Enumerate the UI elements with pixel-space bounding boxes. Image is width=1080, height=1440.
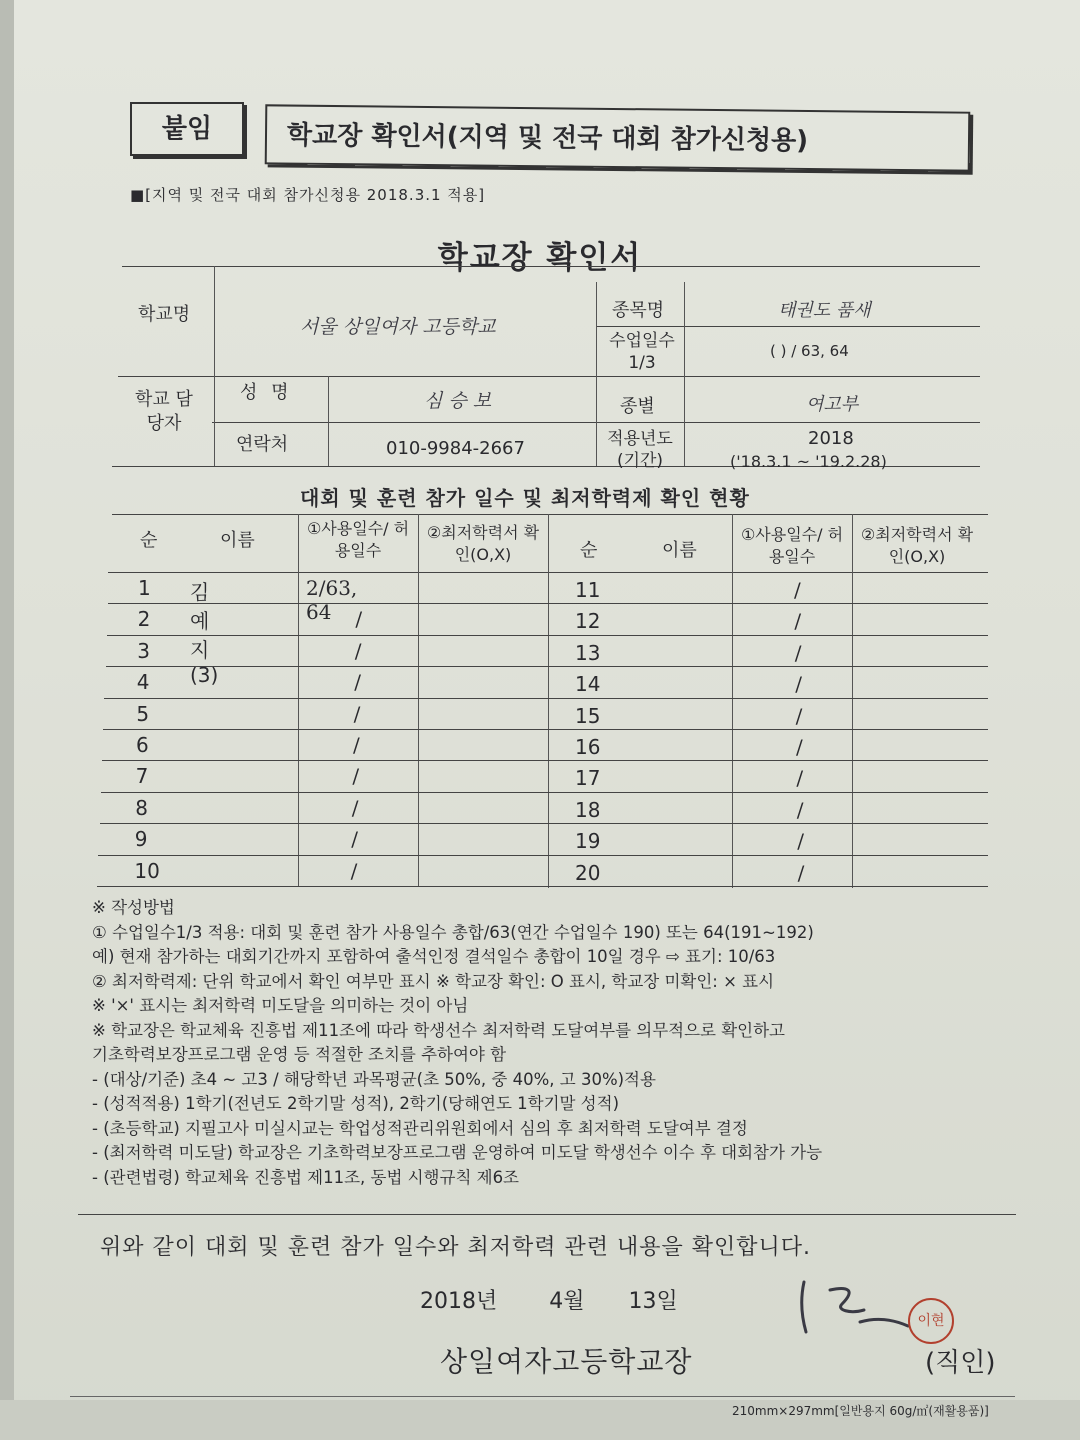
row-number: 2 [137,607,151,632]
roster-row-line [100,823,988,824]
school-name-value: 서울 상일여자 고등학교 [300,316,496,338]
instruction-line: - (성적적용) 1학기(전년도 2학기말 성적), 2학기(당해연도 1학기말 성적) [92,1094,620,1113]
sport-value: 태권도 품새 [778,300,871,321]
date-year: 2018년 [420,1289,498,1314]
days-cell: / [797,860,805,885]
row-number: 9 [134,827,148,852]
header-order-left: 순 [140,530,158,551]
apply-period-value: ('18.3.1 ~ '19.2.28) [730,452,887,471]
apply-year-label: 적용년도 (기간) [607,429,673,471]
info-divider [214,266,215,466]
info-top-border [122,266,980,267]
row-number: 11 [575,578,601,602]
days-cell: / [794,578,801,602]
info-divider [328,376,329,466]
class-days-label: 수업일수 1/3 [609,331,675,373]
instruction-line: ② 최저학력제: 단위 학교에서 확인 여부만 표시 ※ 학교장 확인: O 표시, 학교장 미확인: × 표시 [92,971,775,991]
row-number: 14 [575,672,601,697]
contact-name-label: 성 명 [240,382,293,403]
date-month: 4월 [549,1289,585,1314]
days-cell: / [796,735,803,759]
instruction-line: - (초등학교) 지필고사 미실시교는 학업성적관리위원회에서 심의 후 최저학력 도달여부 결정 [92,1118,748,1138]
instructions-heading: ※ 작성방법 [92,898,175,917]
header-order-right: 순 [580,540,598,561]
footer-divider [70,1396,1015,1397]
instruction-line: ① 수업일수1/3 적용: 대회 및 훈련 참가 사용일수 총합/63(연간 수업일수 190) 또는 64(191~192) [92,922,814,942]
contact-name-value: 심 승 보 [424,390,492,412]
roster-divider [732,514,733,888]
row-number: 3 [137,638,150,663]
principal-title: 상일여자고등학교장 [440,1345,693,1378]
header-check-right: ②최저학력서 확인(O,X) [860,525,974,566]
header-days-right: ①사용일수/ 허용일수 [740,525,844,566]
roster-row-line [101,792,988,793]
phone-value: 010-9984-2667 [386,438,525,459]
school-name-label: 학교명 [138,304,191,325]
date-day: 13일 [628,1289,678,1314]
days-cell: / [355,607,363,632]
page-edge [0,0,14,1440]
days-cell: / [350,858,358,883]
info-divider [596,282,597,466]
instruction-line: ※ 학교장은 학교체육 진흥법 제11조에 따라 학생선수 최저학력 도달여부를 의무적으로 확인하고 [92,1020,785,1040]
row-number: 16 [575,735,601,759]
attachment-tag: 붙임 [130,102,244,156]
header-days-left: ①사용일수/ 허용일수 [306,519,410,560]
phone-label: 연락처 [236,434,289,455]
info-line [118,376,980,377]
contact-person-label: 학교 담당자 [135,389,193,434]
roster-row-line [104,698,988,699]
days-cell: / [351,795,359,820]
signature [790,1270,920,1350]
instruction-line: ※ '×' 표시는 최저학력 미도달을 의미하는 것이 아님 [92,996,469,1015]
seal-label: (직인) [925,1348,996,1378]
apply-year-value: 2018 [808,428,854,449]
days-cell: / [795,672,802,697]
roster-row-line [97,886,988,887]
row-number: 6 [136,733,149,757]
page-title: 학교장 확인서 [437,240,643,276]
days-cell: / [353,733,360,757]
roster-row-line [106,666,988,667]
roster-row-line [107,635,988,636]
roster-row-line [98,855,988,856]
days-cell: / [796,797,804,822]
days-cell: / [794,640,802,665]
confirmation-date [420,1284,678,1315]
row-number: 5 [136,701,150,726]
category-label: 종별 [620,396,655,417]
row-number: 12 [575,609,601,634]
roster-title: 대회 및 훈련 참가 일수 및 최저학력제 확인 현황 [300,486,750,510]
days-cell: / [352,764,360,789]
row-number: 7 [135,764,149,789]
class-days-value: ( ) / 63, 64 [770,342,849,360]
roster-divider [418,514,419,886]
roster-row-line [102,760,988,761]
roster-divider [852,514,853,888]
days-cell: / [351,827,358,852]
days-cell: / [795,703,803,728]
instruction-line: 예) 현재 참가하는 대회기간까지 포함하여 출석인정 결석일수 총합이 10일 경우 ⇨ 표기: 10/63 [92,947,776,966]
official-seal [908,1298,954,1344]
paper-spec: 210mm×297mm[일반용지 60g/㎡(재활용품)] [732,1404,989,1418]
row-number: 1 [138,576,151,600]
instruction-line: - (관련법령) 학교체육 진흥법 제11조, 동법 시행규칙 제6조 [92,1167,519,1187]
instruction-line: - (대상/기준) 초4 ~ 고3 / 해당학년 과목평균(초 50%, 중 40%, 고 30%)적용 [92,1069,656,1089]
roster-divider [298,514,299,886]
header-name-right: 이름 [662,540,697,561]
row-number: 8 [135,795,148,820]
info-divider [684,282,685,466]
roster-row-line [108,603,988,604]
roster-divider [548,514,549,888]
row-number: 4 [136,670,150,695]
confirmation-statement: 위와 같이 대회 및 훈련 참가 일수와 최저학력 관련 내용을 확인합니다. [100,1235,811,1260]
row-number: 17 [575,766,601,791]
days-cell: / [796,766,804,791]
writing-instructions [92,896,1012,1190]
roster-row-line [103,729,988,730]
instruction-line: - (최저학력 미도달) 학교장은 기초학력보장프로그램 운영하여 미도달 학생선수 이수 후 대회참가 가능 [92,1143,823,1162]
applied-note: ■[지역 및 전국 대회 참가신청용 2018.3.1 적용] [130,186,486,204]
sport-label: 종목명 [612,300,665,321]
days-cell: / [354,670,361,695]
row-number: 15 [575,703,601,728]
row-number: 10 [134,858,160,883]
info-line [596,326,980,327]
days-cell: / [353,701,361,726]
row-number: 19 [575,829,601,854]
days-cell: 2/63, 64 [306,576,358,624]
category-value: 여고부 [806,394,859,415]
instruction-line: 기초학력보장프로그램 운영 등 적절한 조치를 추하여야 함 [92,1045,507,1064]
seal-char: 이현 [917,1313,945,1329]
header-name-left: 이름 [220,530,255,551]
header-check-left: ②최저학력서 확인(O,X) [426,523,540,564]
roster-top-border [112,514,988,515]
row-number: 18 [575,797,601,822]
document-title-box: 학교장 확인서(지역 및 전국 대회 참가신청용) [265,104,971,171]
days-cell: / [797,829,804,854]
confirm-divider [78,1214,1016,1215]
row-number: 13 [575,640,601,665]
student-name: 김예지(3) [190,580,219,687]
days-cell: / [794,609,802,634]
row-number: 20 [575,860,601,885]
days-cell: / [354,638,362,663]
